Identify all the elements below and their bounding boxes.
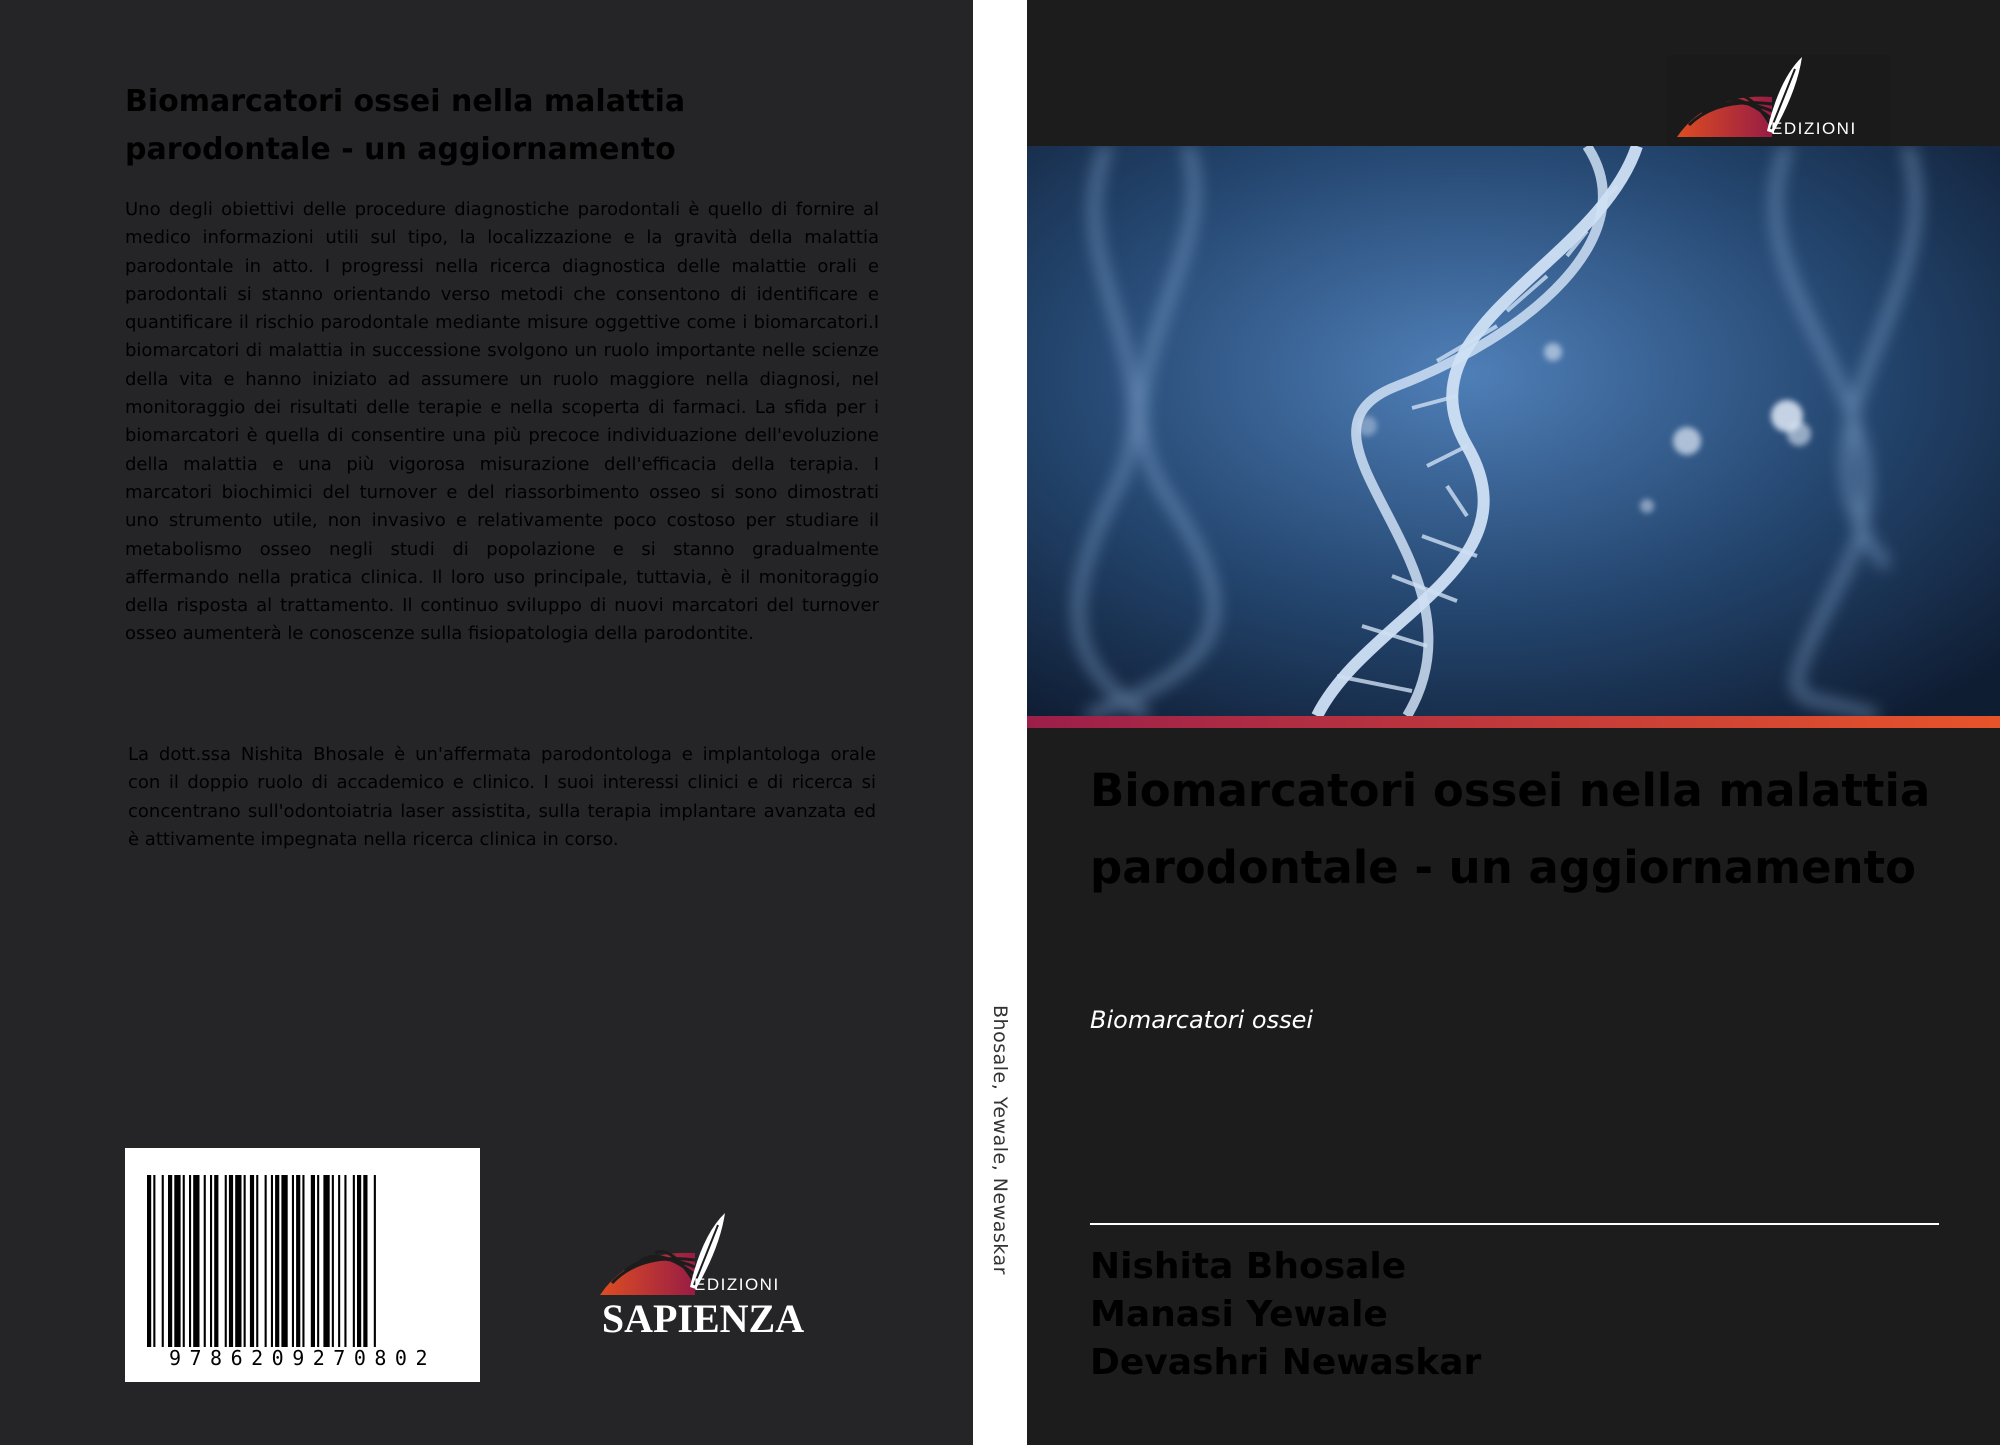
barcode-bar [189, 1175, 191, 1347]
barcode-bar [256, 1175, 258, 1347]
barcode-bar [193, 1175, 199, 1347]
barcode-bar [153, 1175, 155, 1347]
barcode-bar [296, 1175, 300, 1347]
barcode-bar [344, 1175, 346, 1347]
barcode-bar [210, 1175, 212, 1347]
dna-helix-image [1027, 146, 2000, 716]
barcode-bar [229, 1175, 233, 1347]
barcode-bar [275, 1175, 279, 1347]
barcode-bar [338, 1175, 340, 1347]
author-name: Devashri Newaskar [1090, 1342, 1482, 1383]
barcode-bar [244, 1175, 246, 1347]
dna-helix-illustration [1027, 146, 2000, 716]
barcode-bar [204, 1175, 206, 1347]
barcode-bar [183, 1175, 185, 1347]
barcode-bar [174, 1175, 180, 1347]
publisher-logo-back [590, 1205, 814, 1345]
title-divider [1090, 1223, 1939, 1225]
barcode-bar [281, 1175, 287, 1347]
barcode-bar [292, 1175, 294, 1347]
barcode-bar [357, 1175, 361, 1347]
barcode-bar [225, 1175, 227, 1347]
barcode-bar [317, 1175, 319, 1347]
accent-stripe [1027, 716, 2000, 728]
author-name: Manasi Yewale [1090, 1294, 1388, 1335]
barcode-bar [311, 1175, 315, 1347]
barcode-bar [265, 1175, 267, 1347]
barcode-bar [302, 1175, 304, 1347]
publisher-sub: EDIZIONI [694, 1275, 780, 1294]
back-cover-title: Biomarcatori ossei nella malattia parodontale - un aggiornamento [125, 84, 686, 167]
barcode-bar [363, 1175, 367, 1347]
barcode-bar [332, 1175, 334, 1347]
front-cover-title: Biomarcatori ossei nella malattia parodontale - un aggiornamento [1090, 764, 1931, 894]
barcode-bar [353, 1175, 355, 1347]
barcode-bar [271, 1175, 273, 1347]
back-cover-synopsis: Uno degli obiettivi delle procedure diagnostiche parodontali è quello di fornire al medico informazioni utili sul tipo, la localizzazione e la gravità della malattia parodontale in atto. I progressi nella ricerca diagnostica delle malattie orali e parodontali si stanno orientando verso metodi che consentono di identificare e quantificare il rischio parodontale mediante misure oggettive come i biomarcatori.I biomarcatori di malattia in successione svolgono un ruolo importante nelle scienze della vita e hanno iniziato ad assumere un ruolo maggiore nella diagnosi, nel monitoraggio dei risultati delle terapie e nella scoperta di farmaci. La sfida per i biomarcatori è quella di consentire una più precoce individuazione dell'evoluzione della malattia e una più vigorosa misurazione dell'efficacia della terapia. I marcatori biochimici del turnover e del riassorbimento osseo si sono dimostrati uno strumento utile, non invasivo e relativamente poco costoso per studiare il metabolismo osseo negli studi di popolazione e si stanno gradualmente affermando nella pratica clinica. Il loro uso principale, tuttavia, è il monitoraggio della risposta al trattamento. Il continuo sviluppo di nuovi marcatori del turnover osseo aumenterà le conoscenze sulla fisiopatologia della parodontite. [125, 199, 879, 645]
barcode-bar [235, 1175, 241, 1347]
barcode-bar [323, 1175, 329, 1347]
publisher-sub: EDIZIONI [1771, 119, 1857, 138]
spine-authors: Bhosale, Yewale, Newaskar [989, 1005, 1011, 1275]
barcode-bar [250, 1175, 254, 1347]
barcode-bar [168, 1175, 172, 1347]
publisher-name: SAPIENZA [601, 1296, 805, 1341]
isbn-digits: 9786209270802 [168, 1346, 437, 1370]
author-list [1090, 1243, 1481, 1387]
barcode-bar [374, 1175, 376, 1347]
author-bio: La dott.ssa Nishita Bhosale è un'affermata parodontologa e implantologa orale con il doppio ruolo di accademico e clinico. I suoi interessi clinici e di ricerca si concentrano sull'odontoiatria laser assistita, sulla terapia implantare avanzata ed è attivamente impegnata nella ricerca clinica in corso. [128, 744, 876, 850]
isbn-barcode [125, 1148, 480, 1382]
author-name: Nishita Bhosale [1090, 1246, 1407, 1287]
barcode-bar [147, 1175, 151, 1347]
barcode-bar [162, 1175, 164, 1347]
barcode-bar [214, 1175, 218, 1347]
front-cover-subtitle: Biomarcatori ossei [1090, 1006, 1314, 1034]
